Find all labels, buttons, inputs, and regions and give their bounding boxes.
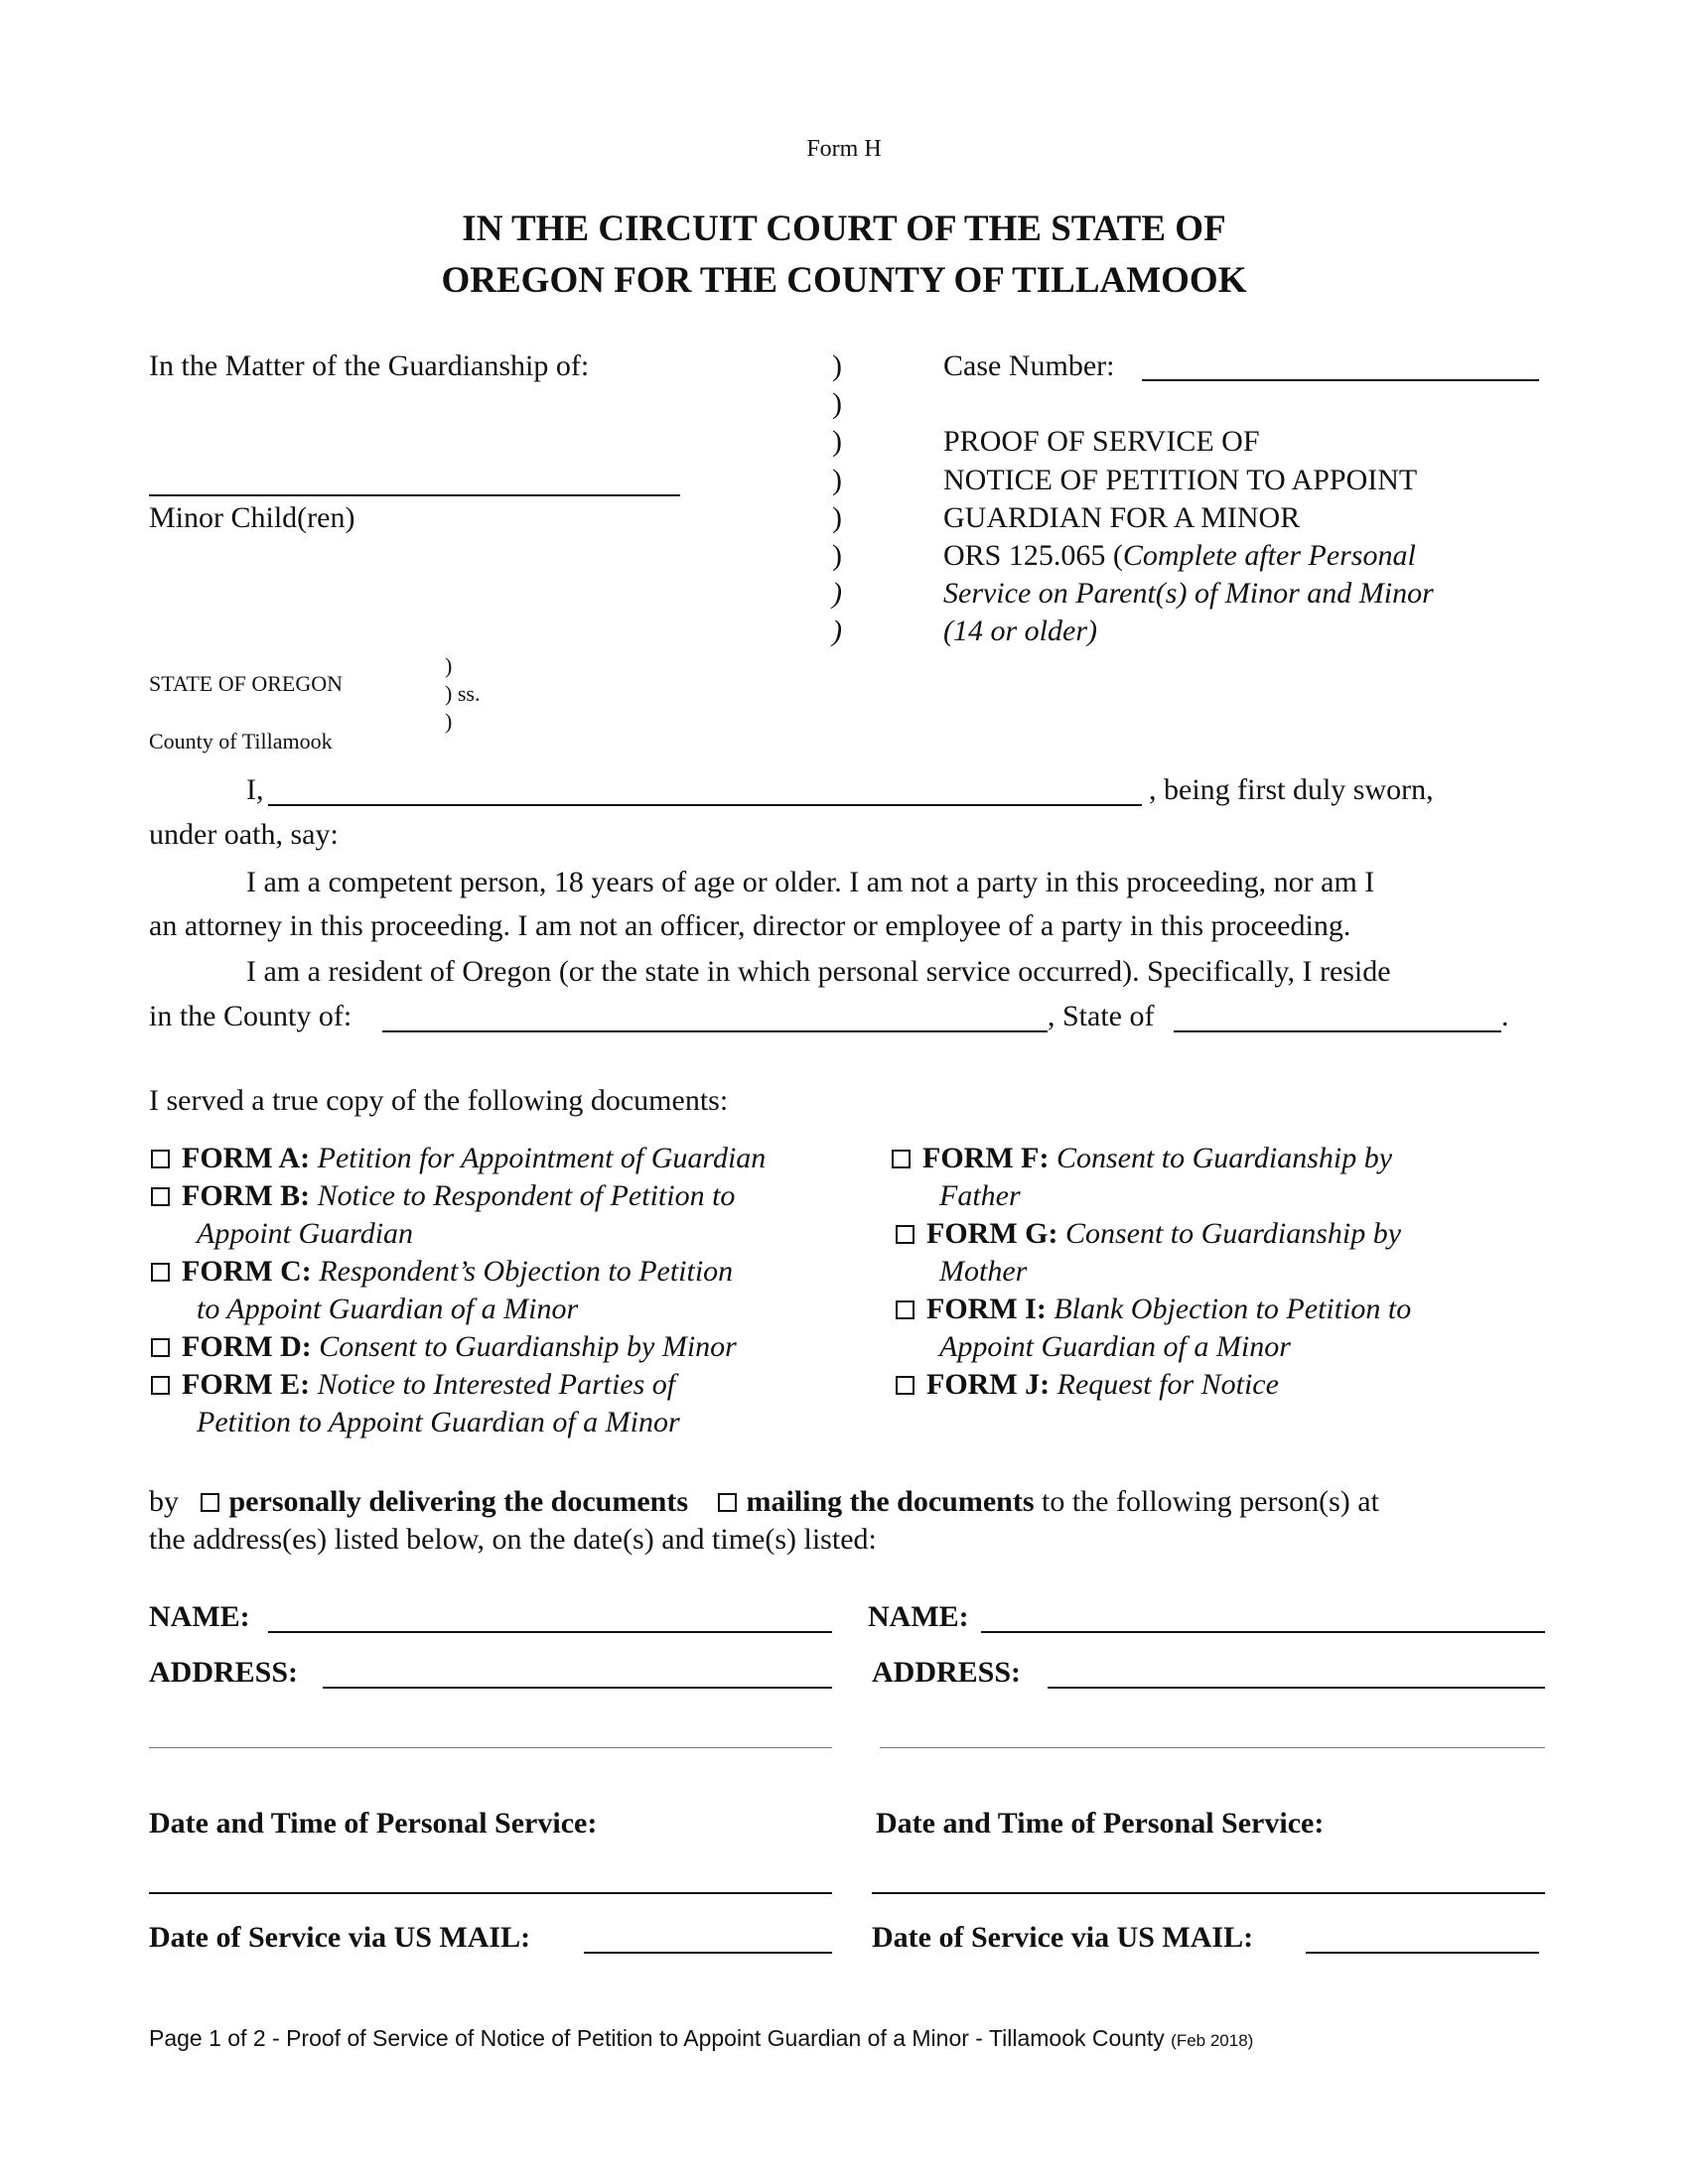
form-code: FORM E: [182, 1368, 311, 1401]
name-label-right: NAME: [868, 1600, 969, 1633]
form-code: FORM F: [922, 1142, 1050, 1174]
form-i-item [896, 1291, 1411, 1328]
doc-title-line3: GUARDIAN FOR A MINOR [943, 501, 1301, 534]
form-desc: Consent to Guardianship by [1055, 1142, 1393, 1174]
form-desc-cont: Petition to Appoint Guardian of a Minor [197, 1406, 680, 1438]
form-j-item [896, 1366, 1279, 1404]
mailing-label: mailing the documents [746, 1485, 1035, 1518]
form-g-item [896, 1215, 1401, 1253]
service-method-line [149, 1483, 1379, 1521]
affiant-name-line[interactable] [268, 804, 1142, 806]
minor-children-label: Minor Child(ren) [149, 501, 355, 534]
form-i-checkbox[interactable] [896, 1300, 914, 1319]
mail-service-line-left[interactable] [584, 1952, 832, 1954]
form-code: FORM J: [926, 1368, 1051, 1401]
name-label-left: NAME: [149, 1600, 250, 1633]
form-code: FORM I: [926, 1293, 1047, 1325]
personal-service-line-right[interactable] [872, 1892, 1545, 1894]
form-c-checkbox[interactable] [151, 1263, 170, 1282]
form-e-checkbox[interactable] [151, 1376, 170, 1395]
form-label: Form H [806, 136, 882, 162]
ors-note-2: Service on Parent(s) of Minor and Minor [943, 577, 1434, 610]
doc-title-line1: PROOF OF SERVICE OF [943, 425, 1260, 458]
form-desc: Petition for Appointment of Guardian [317, 1142, 767, 1174]
form-desc-cont: Father [939, 1179, 1021, 1212]
sworn-text: , being first duly sworn, [1149, 773, 1434, 806]
footer-date: (Feb 2018) [1171, 2031, 1254, 2050]
mail-service-line-right[interactable] [1306, 1952, 1539, 1954]
personal-delivery-label: personally delivering the documents [228, 1485, 688, 1518]
form-desc: Consent to Guardianship by Minor [319, 1330, 737, 1363]
mail-service-label-right: Date of Service via US MAIL: [872, 1921, 1254, 1954]
personal-service-label-right: Date and Time of Personal Service: [876, 1807, 1325, 1840]
form-desc: Respondent’s Objection to Petition [319, 1255, 734, 1288]
form-desc-cont: to Appoint Guardian of a Minor [197, 1293, 579, 1325]
name-line-right[interactable] [981, 1631, 1545, 1633]
competency-line2: an attorney in this proceeding. I am not an officer, director or employee of a party in this proceeding. [149, 909, 1351, 942]
venue-ss: ) ss. [445, 681, 481, 706]
form-desc-cont: Appoint Guardian of a Minor [939, 1330, 1291, 1363]
ors-code: ORS 125.065 ( [943, 539, 1123, 572]
court-title-line1: IN THE CIRCUIT COURT OF THE STATE OF [462, 208, 1226, 249]
address-line2-left[interactable] [149, 1747, 832, 1748]
page-footer [149, 2025, 1253, 2052]
form-d-checkbox[interactable] [151, 1338, 170, 1357]
form-desc-cont: Mother [939, 1255, 1028, 1288]
form-desc: Request for Notice [1056, 1368, 1279, 1401]
form-desc-cont: Appoint Guardian [197, 1217, 414, 1250]
venue-paren: ) [445, 709, 453, 734]
form-b-item [151, 1177, 735, 1215]
caption-paren: ) [832, 349, 842, 382]
address-line-left[interactable] [323, 1687, 832, 1689]
venue-paren: ) [445, 653, 453, 678]
county-of-label: in the County of: [149, 1000, 352, 1032]
form-g-checkbox[interactable] [896, 1225, 914, 1244]
form-code: FORM A: [182, 1142, 311, 1174]
case-number-label: Case Number: [943, 349, 1115, 382]
ors-reference [943, 537, 1416, 575]
period: . [1501, 1000, 1509, 1032]
form-code: FORM D: [182, 1330, 312, 1363]
caption-paren: ) [832, 577, 842, 610]
affiant-i: I, [246, 773, 264, 806]
form-c-item [151, 1253, 733, 1291]
state-of-label: , State of [1048, 1000, 1155, 1032]
method-rest-line2: the address(es) listed below, on the date(s) and time(s) listed: [149, 1523, 877, 1556]
court-title-line2: OREGON FOR THE COUNTY OF TILLAMOOK [441, 260, 1247, 301]
form-code: FORM G: [926, 1217, 1058, 1250]
ors-note-1: Complete after Personal [1122, 539, 1416, 572]
address-label-left: ADDRESS: [149, 1656, 299, 1689]
residence-state-line[interactable] [1174, 1030, 1501, 1032]
by-text: by [149, 1485, 179, 1518]
address-line-right[interactable] [1048, 1687, 1545, 1689]
form-a-checkbox[interactable] [151, 1150, 170, 1168]
doc-title-line2: NOTICE OF PETITION TO APPOINT [943, 464, 1418, 496]
case-number-line[interactable] [1142, 379, 1539, 381]
form-code: FORM C: [182, 1255, 312, 1288]
residency-line1: I am a resident of Oregon (or the state in which personal service occurred). Specifically, I reside [246, 955, 1391, 988]
form-f-item [892, 1140, 1392, 1177]
footer-text: Page 1 of 2 - Proof of Service of Notice of Petition to Appoint Guardian of a Minor - Tillamook County [149, 2025, 1165, 2051]
caption-paren: ) [832, 425, 842, 458]
matter-label: In the Matter of the Guardianship of: [149, 349, 590, 382]
form-j-checkbox[interactable] [896, 1376, 914, 1395]
form-d-item [151, 1328, 737, 1366]
caption-paren: ) [832, 387, 842, 420]
competency-line1: I am a competent person, 18 years of age or older. I am not a party in this proceeding, nor am I [246, 866, 1375, 898]
form-e-item [151, 1366, 675, 1404]
form-desc: Consent to Guardianship by [1064, 1217, 1402, 1250]
caption-paren: ) [832, 501, 842, 534]
caption-paren: ) [832, 464, 842, 496]
address-line2-right[interactable] [880, 1747, 1545, 1748]
method-rest: to the following person(s) at [1042, 1485, 1379, 1518]
address-label-right: ADDRESS: [872, 1656, 1022, 1689]
form-f-checkbox[interactable] [892, 1150, 911, 1168]
venue-county: County of Tillamook [149, 729, 333, 753]
form-code: FORM B: [182, 1179, 311, 1212]
caption-paren: ) [832, 539, 842, 572]
form-b-checkbox[interactable] [151, 1187, 170, 1206]
personal-delivery-checkbox[interactable] [201, 1493, 219, 1512]
minor-name-line[interactable] [149, 494, 680, 496]
served-intro: I served a true copy of the following documents: [149, 1084, 729, 1117]
caption-paren: ) [832, 614, 842, 647]
mailing-checkbox[interactable] [718, 1493, 737, 1512]
form-a-item [151, 1140, 766, 1177]
personal-service-label-left: Date and Time of Personal Service: [149, 1807, 598, 1840]
form-desc: Notice to Respondent of Petition to [317, 1179, 736, 1212]
under-oath-text: under oath, say: [149, 818, 339, 851]
residence-county-line[interactable] [382, 1030, 1048, 1032]
mail-service-label-left: Date of Service via US MAIL: [149, 1921, 531, 1954]
form-desc: Notice to Interested Parties of [317, 1368, 676, 1401]
form-desc: Blank Objection to Petition to [1054, 1293, 1412, 1325]
personal-service-line-left[interactable] [149, 1892, 832, 1894]
name-line-left[interactable] [268, 1631, 832, 1633]
venue-state: STATE OF OREGON [149, 671, 344, 696]
ors-note-3: (14 or older) [943, 614, 1097, 647]
